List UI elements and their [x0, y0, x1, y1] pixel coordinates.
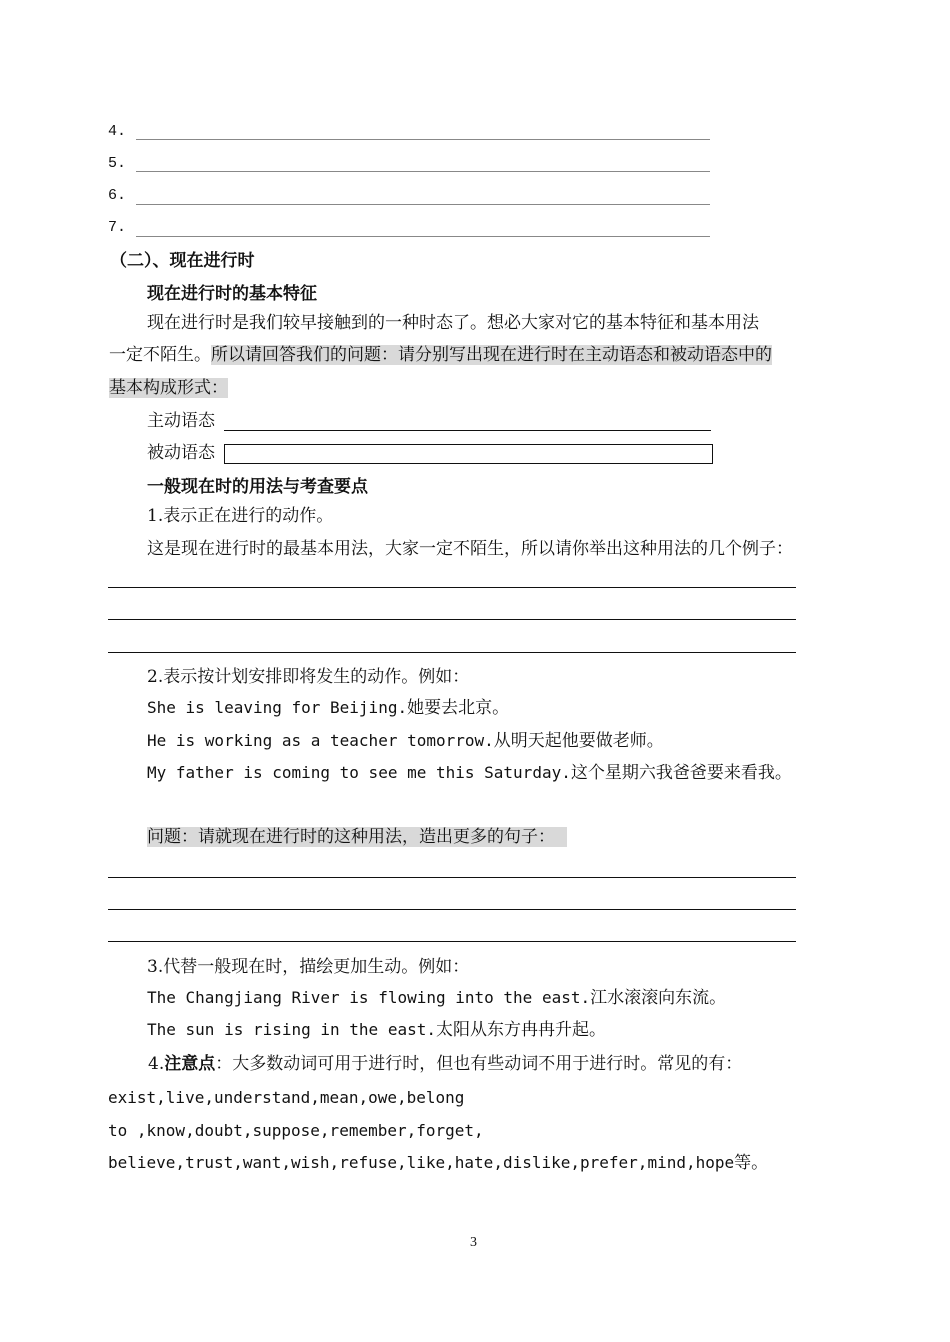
- blank-number-5: 5.: [108, 155, 127, 172]
- usage-2-title: 2.表示按计划安排即将发生的动作。例如：: [147, 667, 470, 687]
- usage-2-example-3-en: My father is coming to see me this Saturday.: [147, 763, 571, 782]
- usage-2-example-2-zh: 从明天起他要做老师。: [493, 731, 664, 751]
- usage-3-example-2-en: The sun is rising in the east.: [147, 1020, 436, 1039]
- subheading-basic-features: 现在进行时的基本特征: [147, 284, 317, 304]
- verbs-line-3: [108, 1153, 768, 1173]
- usage-3-example-1-zh: 江水滚滚向东流。: [590, 988, 727, 1008]
- usage-3-example-2-zh: 太阳从东方冉冉升起。: [435, 1020, 606, 1040]
- answer-line-5[interactable]: [136, 171, 710, 172]
- intro-line-2: [109, 345, 772, 365]
- usage-2-example-1-en: She is leaving for Beijing.: [147, 698, 408, 717]
- note-label: 注意点: [164, 1054, 216, 1074]
- usage-1-answer-line-3[interactable]: [108, 652, 796, 653]
- usage-1-answer-line-2[interactable]: [108, 619, 796, 620]
- usage-2-example-3: [147, 763, 792, 783]
- verbs-line-3-end: 等。: [734, 1153, 769, 1173]
- usage-1-description: 这是现在进行时的最基本用法，大家一定不陌生，所以请你举出这种用法的几个例子：: [147, 539, 793, 559]
- note-paragraph: [148, 1054, 742, 1074]
- answer-line-7[interactable]: [136, 236, 710, 237]
- passive-voice-label: 被动语态: [147, 443, 215, 463]
- usage-1-title: 1.表示正在进行的动作。: [147, 506, 334, 526]
- answer-line-4[interactable]: [136, 139, 710, 140]
- usage-2-answer-line-3[interactable]: [108, 941, 796, 942]
- usage-3-example-1-en: The Changjiang River is flowing into the east.: [147, 988, 591, 1007]
- answer-line-6[interactable]: [136, 204, 710, 205]
- usage-2-answer-line-1[interactable]: [108, 877, 796, 878]
- passive-voice-answer-box[interactable]: [224, 444, 713, 464]
- active-voice-label: 主动语态: [147, 411, 215, 431]
- usage-1-answer-line-1[interactable]: [108, 587, 796, 588]
- usage-2-example-1-zh: 她要去北京。: [407, 698, 510, 718]
- usage-3-title: 3.代替一般现在时，描绘更加生动。例如：: [147, 957, 470, 977]
- intro-line-2-plain: 一定不陌生。: [109, 345, 211, 365]
- usage-2-answer-line-2[interactable]: [108, 909, 796, 910]
- intro-line-3-highlight: 基本构成形式：: [109, 378, 228, 398]
- usage-2-example-3-zh: 这个星期六我爸爸要来看我。: [570, 763, 792, 783]
- note-number: 4.: [148, 1054, 165, 1074]
- section-heading: （二）、现在进行时: [110, 251, 255, 271]
- usage-2-example-2-en: He is working as a teacher tomorrow.: [147, 731, 494, 750]
- usage-2-example-2: [147, 731, 664, 751]
- page-number: 3: [470, 1235, 477, 1250]
- subheading-usage: 一般现在时的用法与考查要点: [147, 477, 368, 497]
- verbs-line-3-words: believe,trust,want,wish,refuse,like,hate,dislike,prefer,mind,hope: [108, 1153, 735, 1172]
- blank-number-6: 6.: [108, 187, 127, 204]
- usage-2-example-1: [147, 698, 509, 718]
- blank-number-4: 4.: [108, 123, 127, 140]
- active-voice-answer-line[interactable]: [224, 430, 711, 431]
- usage-3-example-1: [147, 988, 726, 1008]
- verbs-line-1: exist,live,understand,mean,owe,belong: [108, 1088, 465, 1107]
- note-text: ：大多数动词可用于进行时，但也有些动词不用于进行时。常见的有：: [215, 1054, 743, 1074]
- verbs-line-2: to ,know,doubt,suppose,remember,forget,: [108, 1121, 484, 1140]
- usage-3-example-2: [147, 1020, 606, 1040]
- intro-line-2-highlight: 所以请回答我们的问题：请分别写出现在进行时在主动语态和被动语态中的: [211, 345, 772, 365]
- blank-number-7: 7.: [108, 219, 127, 236]
- intro-line-1: 现在进行时是我们较早接触到的一种时态了。想必大家对它的基本特征和基本用法: [147, 313, 759, 333]
- usage-2-question: 问题：请就现在进行时的这种用法，造出更多的句子：: [147, 827, 567, 847]
